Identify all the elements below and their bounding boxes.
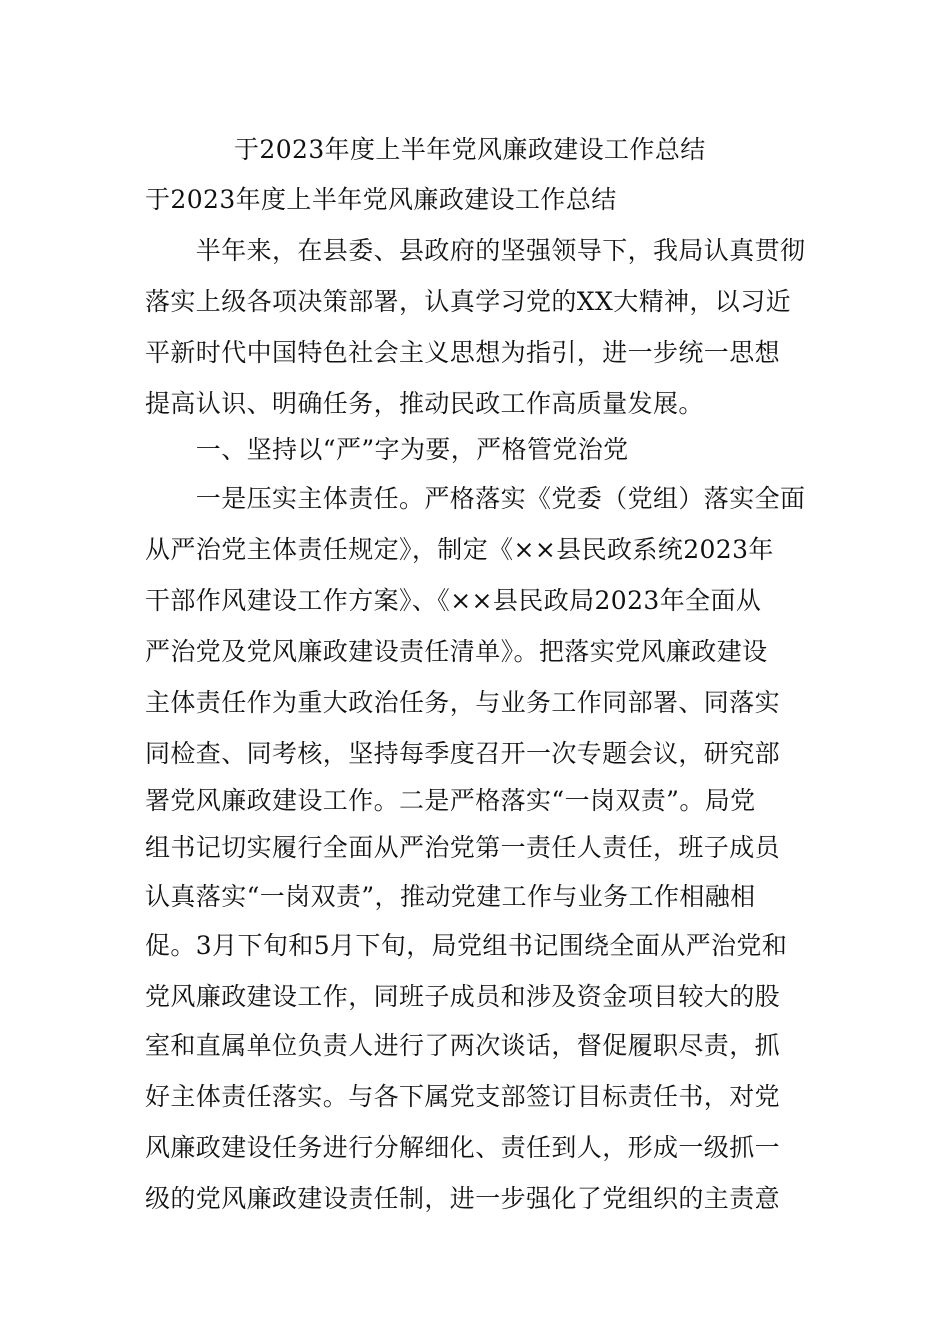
body-line: 从严治党主体责任规定》，制定《××县民政系统2023年 bbox=[145, 535, 774, 564]
body-line: 同检查、同考核，坚持每季度召开一次专题会议，研究部 bbox=[145, 739, 781, 768]
body-line: 严治党及党风廉政建设责任清单》。把落实党风廉政建设 bbox=[145, 637, 768, 666]
body-line: 署党风廉政建设工作。二是严格落实“一岗双责”。局党 bbox=[145, 786, 756, 815]
body-line: 好主体责任落实。与各下属党支部签订目标责任书，对党 bbox=[145, 1082, 781, 1111]
body-line: 一是压实主体责任。严格落实《党委（党组）落实全面 bbox=[145, 484, 806, 513]
body-line: 于2023年度上半年党风廉政建设工作总结 bbox=[145, 185, 617, 214]
body-line: 级的党风廉政建设责任制，进一步强化了党组织的主责意 bbox=[145, 1184, 781, 1213]
body-line: 干部作风建设工作方案》、《××县民政局2023年全面从 bbox=[145, 586, 762, 615]
body-line: 主体责任作为重大政治任务，与业务工作同部署、同落实 bbox=[145, 688, 781, 717]
body-line: 党风廉政建设工作，同班子成员和涉及资金项目较大的股 bbox=[145, 982, 781, 1011]
body-line: 室和直属单位负责人进行了两次谈话，督促履职尽责，抓 bbox=[145, 1031, 781, 1060]
document-title: 于2023年度上半年党风廉政建设工作总结 bbox=[234, 135, 706, 164]
body-line: 落实上级各项决策部署，认真学习党的XX大精神，以习近 bbox=[145, 287, 791, 316]
body-line: 平新时代中国特色社会主义思想为指引，进一步统一思想 bbox=[145, 338, 781, 367]
body-line: 风廉政建设任务进行分解细化、责任到人，形成一级抓一 bbox=[145, 1133, 781, 1162]
body-line: 提高认识、明确任务，推动民政工作高质量发展。 bbox=[145, 389, 704, 418]
section-heading: 一、坚持以“严”字为要，严格管党治党 bbox=[145, 435, 629, 464]
body-line: 半年来，在县委、县政府的坚强领导下，我局认真贯彻 bbox=[145, 236, 806, 265]
body-line: 认真落实“一岗双责”，推动党建工作与业务工作相融相 bbox=[145, 882, 756, 911]
body-line: 促。3月下旬和5月下旬，局党组书记围绕全面从严治党和 bbox=[145, 931, 788, 960]
body-line: 组书记切实履行全面从严治党第一责任人责任，班子成员 bbox=[145, 833, 781, 862]
